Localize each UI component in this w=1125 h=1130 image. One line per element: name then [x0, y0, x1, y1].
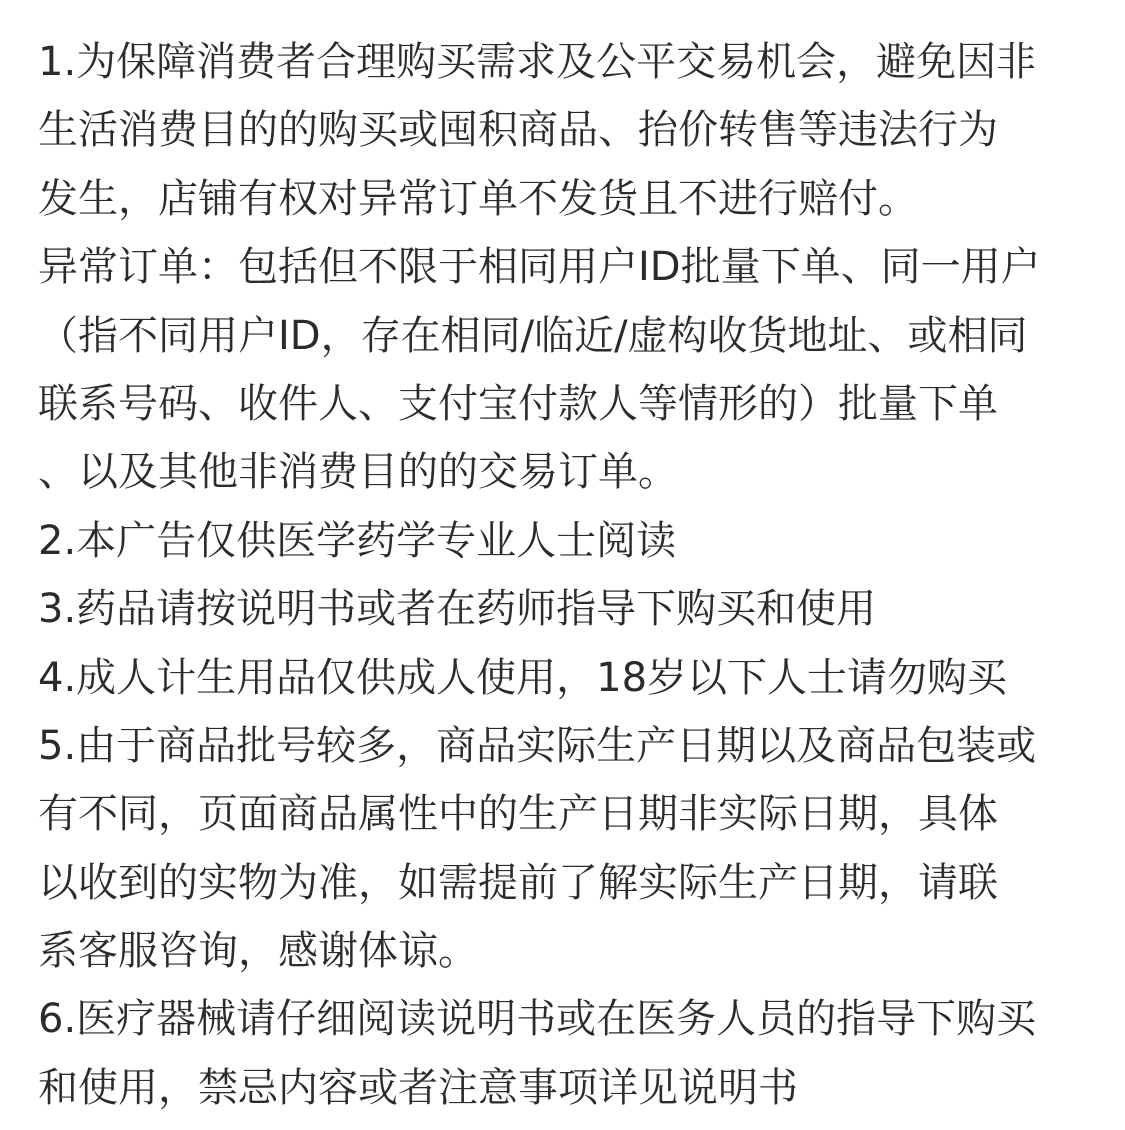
notice-line-2: 生活消费目的的购买或囤积商品、抬价转售等违法行为: [38, 107, 998, 154]
notice-line-3: 发生，店铺有权对异常订单不发货且不进行赔付。: [38, 175, 918, 222]
notice-line-16: 和使用，禁忌内容或者注意事项详见说明书: [38, 1064, 798, 1111]
notice-line-10: 4.成人计生用品仅供成人使用，18岁以下人士请勿购买: [38, 654, 1008, 701]
notice-line-4: 异常订单：包括但不限于相同用户ID批量下单、同一用户: [38, 244, 1041, 291]
notice-line-7: 、以及其他非消费目的的交易订单。: [38, 449, 678, 496]
notice-line-6: 联系号码、收件人、支付宝付款人等情形的）批量下单: [38, 380, 998, 427]
notice-line-11: 5.由于商品批号较多，商品实际生产日期以及商品包装或: [38, 722, 1037, 769]
notice-line-8: 2.本广告仅供医学药学专业人士阅读: [38, 517, 677, 564]
notice-line-5: （指不同用户ID，存在相同/临近/虚构收货地址、或相同: [38, 312, 1028, 359]
notice-line-12: 有不同，页面商品属性中的生产日期非实际日期，具体: [38, 791, 998, 838]
notice-line-13: 以收到的实物为准，如需提前了解实际生产日期，请联: [38, 859, 998, 906]
notice-line-14: 系客服咨询，感谢体谅。: [38, 928, 478, 975]
notice-line-9: 3.药品请按说明书或者在药师指导下购买和使用: [38, 586, 877, 633]
notice-line-15: 6.医疗器械请仔细阅读说明书或在医务人员的指导下购买: [38, 996, 1037, 1043]
purchase-notice-text: [38, 28, 1108, 1122]
notice-line-1: 1.为保障消费者合理购买需求及公平交易机会，避免因非: [38, 39, 1037, 85]
